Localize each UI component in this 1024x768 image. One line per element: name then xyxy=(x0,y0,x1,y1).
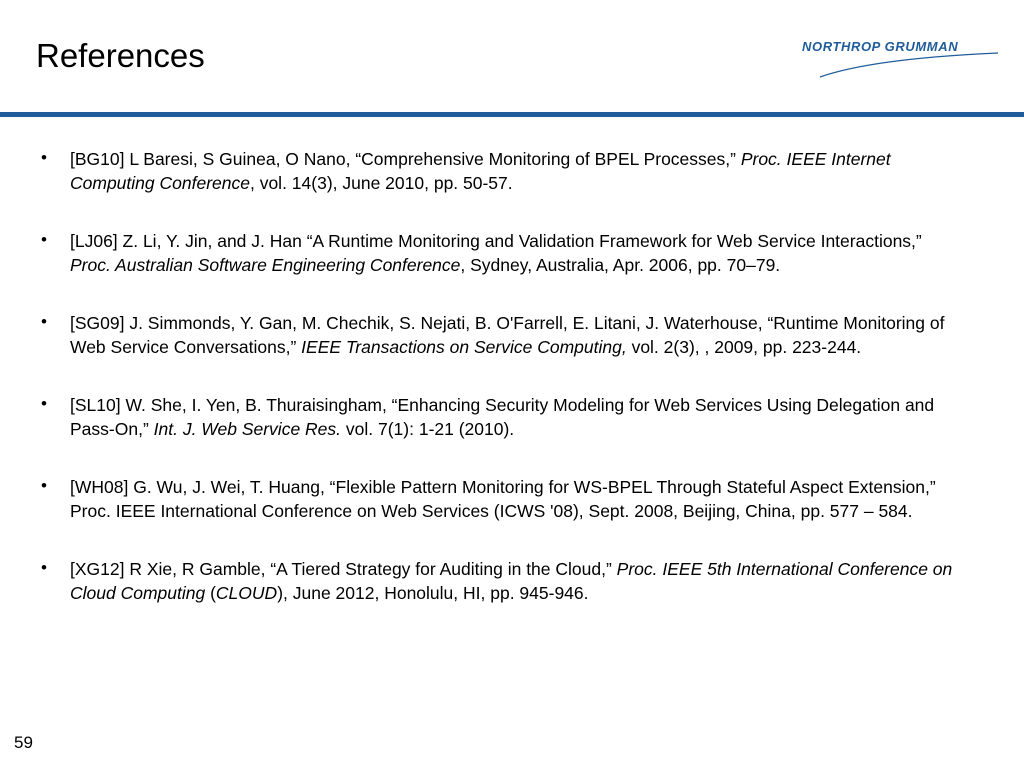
reference-list xyxy=(40,147,960,605)
reference-item-sl10 xyxy=(40,393,960,441)
reference-details: ( xyxy=(205,583,216,603)
reference-text: [SL10] W. She, I. Yen, B. Thuraisingham, “Enhancing Security Modeling for Web Services Using Delegation and Pass-On,” xyxy=(70,395,935,439)
reference-text: [WH08] G. Wu, J. Wei, T. Huang, “Flexible Pattern Monitoring for WS-BPEL Through Stateful Aspect Extension,” Proc. IEEE International Conference on Web Services (ICWS '08), Sept. 2008, Beijing, China, pp. 577 – 584. xyxy=(70,477,936,521)
bullet-icon: • xyxy=(41,312,47,331)
logo-swoosh-icon xyxy=(800,37,1000,81)
reference-details: vol. 7(1): 1-21 (2010). xyxy=(341,419,515,439)
reference-item-wh08 xyxy=(40,475,960,523)
reference-details: , Sydney, Australia, Apr. 2006, pp. 70–79. xyxy=(460,255,781,275)
reference-text: [XG12] R Xie, R Gamble, “A Tiered Strategy for Auditing in the Cloud,” xyxy=(70,559,617,579)
reference-venue: Proc. IEEE 5th International Conference on Cloud Computing xyxy=(70,559,953,603)
reference-acronym: CLOUD xyxy=(215,583,278,603)
logo-wordmark: NORTHROP GRUMMAN xyxy=(802,39,959,54)
reference-venue: Proc. Australian Software Engineering Conference xyxy=(70,255,461,275)
page-title: References xyxy=(36,37,205,74)
reference-text: [BG10] L Baresi, S Guinea, O Nano, “Comprehensive Monitoring of BPEL Processes,” xyxy=(70,149,741,169)
title-divider xyxy=(0,112,1024,117)
company-logo xyxy=(800,37,1000,81)
reference-text: [LJ06] Z. Li, Y. Jin, and J. Han “A Runtime Monitoring and Validation Framework for Web Service Interactions,” xyxy=(70,231,922,251)
reference-item-sg09 xyxy=(40,311,960,359)
bullet-icon: • xyxy=(41,148,47,167)
reference-item-lj06 xyxy=(40,229,960,277)
reference-details: vol. 2(3), , 2009, pp. 223-244. xyxy=(626,337,862,357)
reference-text: [SG09] J. Simmonds, Y. Gan, M. Chechik, S. Nejati, B. O'Farrell, E. Litani, J. Waterhouse, “Runtime Monitoring of Web Service Conversations,” xyxy=(70,313,945,357)
reference-details: , vol. 14(3), June 2010, pp. 50-57. xyxy=(249,173,513,193)
bullet-icon: • xyxy=(41,558,47,577)
bullet-icon: • xyxy=(41,476,47,495)
bullet-icon: • xyxy=(41,230,47,249)
reference-venue: Proc. IEEE Internet Computing Conference xyxy=(70,149,891,193)
reference-item-xg12 xyxy=(40,557,960,605)
page-number: 59 xyxy=(14,733,33,752)
reference-venue: IEEE Transactions on Service Computing, xyxy=(301,337,627,357)
reference-item-bg10 xyxy=(40,147,960,195)
reference-venue: Int. J. Web Service Res. xyxy=(153,419,342,439)
bullet-icon: • xyxy=(41,394,47,413)
reference-details-end: ), June 2012, Honolulu, HI, pp. 945-946. xyxy=(277,583,589,603)
